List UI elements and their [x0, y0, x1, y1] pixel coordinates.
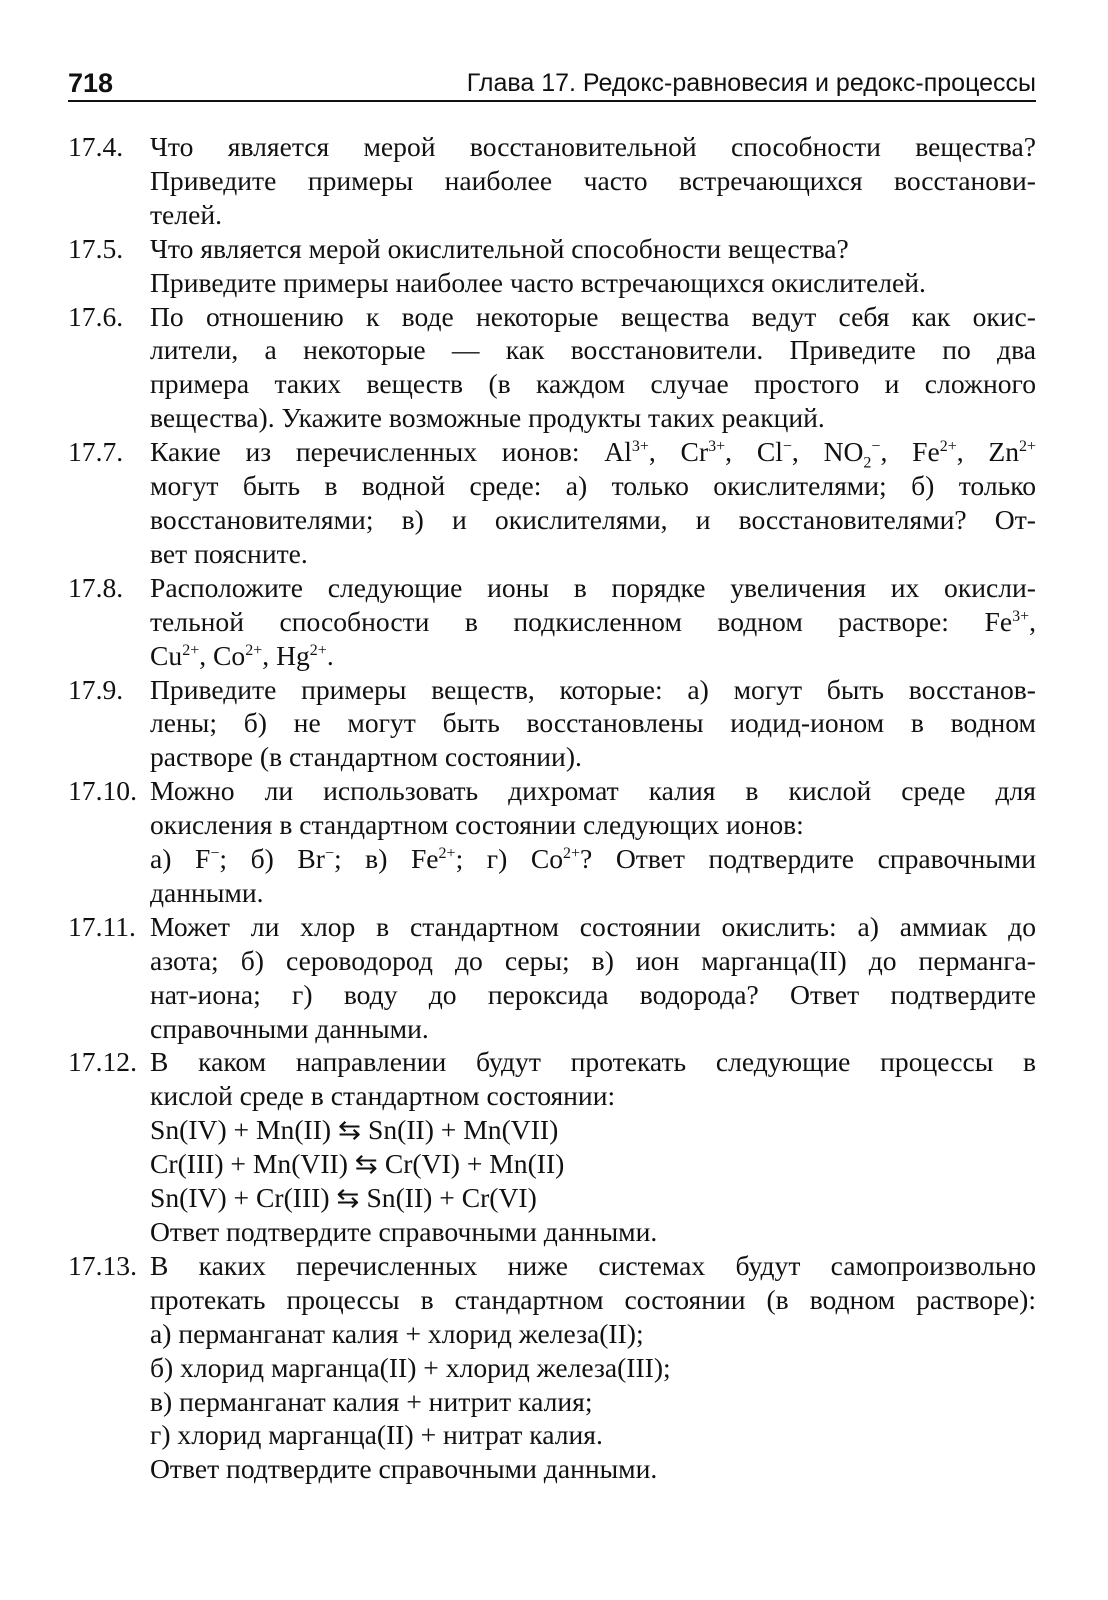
text-line: азота; б) сероводород до серы; в) ион марганца(II) до перманга-: [150, 944, 1036, 976]
text-fragment: ? Ответ подтвердите справочными: [580, 843, 1036, 875]
text-line: могут быть в водной среде: а) только окислителями; б) только: [150, 470, 1036, 502]
exercise-number: 17.10.: [68, 775, 137, 807]
text-line: В каких перечисленных ниже системах будут самопроизвольно: [150, 1249, 1036, 1281]
ion-formula: $Cu^{2+}$: [150, 639, 200, 671]
ion-formula: $Hg^{2+}$: [276, 639, 327, 671]
exercise-text: [150, 435, 1036, 571]
exercise-17-5: [68, 232, 1036, 300]
text-line: восстановителями; в) и окислителями, и восстановителями? От-: [150, 503, 1036, 535]
exercise-number: 17.8.: [68, 571, 124, 603]
exercise-list: [68, 130, 1036, 1486]
ion-formula: Br−: [297, 843, 334, 875]
text-line: Ответ подтвердите справочными данными.: [150, 1216, 658, 1247]
exercise-number: 17.12.: [68, 1046, 137, 1078]
exercise-17-7: [68, 435, 1036, 571]
text-line: В каком направлении будут протекать следующие процессы в: [150, 1046, 1036, 1078]
ion-formula: $Fe^{2+}$: [912, 436, 957, 468]
exercise-17-13: [68, 1249, 1036, 1486]
text-line: По отношению к воде некоторые вещества ведут себя как окис-: [150, 300, 1036, 332]
ion-formula: $Fe^{3+}$: [984, 605, 1030, 637]
option-line: б) хлорид марганца(II) + хлорид железа(III);: [150, 1351, 671, 1383]
exercise-number: 17.11.: [68, 910, 136, 942]
ion-formula: $Zn^{2+}$: [988, 436, 1037, 468]
page-header: [68, 58, 1036, 102]
exercise-text: [150, 774, 1036, 910]
exercise-text: [150, 300, 1036, 436]
ion-formula: $Co^{2+}$: [530, 843, 581, 875]
text-line: справочными данными.: [150, 1012, 429, 1044]
exercise-17-8: [68, 571, 1036, 673]
exercise-number: 17.9.: [68, 673, 124, 705]
text-line: протекать процессы в стандартном состоянии (в водном растворе):: [150, 1283, 1036, 1315]
exercise-number: 17.13.: [68, 1249, 137, 1281]
exercise-text: [150, 1249, 1036, 1486]
text-line: Расположите следующие ионы в порядке увеличения их окисли-: [150, 571, 1036, 603]
text-line: лены; б) не могут быть восстановлены иодид-ионом в водном: [150, 707, 1036, 739]
exercise-17-11: [68, 910, 1036, 1046]
text-line: вещества). Укажите возможные продукты таких реакций.: [150, 402, 825, 434]
exercise-17-10: [68, 774, 1036, 910]
text-line: телей.: [150, 198, 222, 230]
text-line: растворе (в стандартном состоянии).: [150, 741, 582, 773]
text-line: нат-иона; г) воду до пероксида водорода? Ответ подтвердите: [150, 978, 1036, 1010]
ion-formula: F−: [194, 843, 220, 875]
text-line: кислой среде в стандартном состоянии:: [150, 1080, 616, 1112]
text-line: Может ли хлор в стандартном состоянии окислить: а) аммиак до: [150, 910, 1036, 942]
exercise-number: 17.7.: [68, 436, 124, 468]
exercise-17-12: [68, 1045, 1036, 1248]
text-line: окисления в стандартном состоянии следующих ионов:: [150, 809, 804, 841]
equation-line: Cr(III) + Mn(VII) ⇆ Cr(VI) + Mn(II): [150, 1148, 565, 1180]
text-line: Какие из перечисленных ионов: $Al^{3+}$, $Cr^{3+}$, Cl−, $NO_2^-$, $Fe^{2+}$, $Zn^{2+}$: [150, 436, 1037, 472]
text-line: данными.: [150, 876, 264, 908]
ion-formula: $Co^{2+}$: [213, 639, 263, 671]
equation-line: Sn(IV) + Mn(II) ⇆ Sn(II) + Mn(VII): [150, 1114, 559, 1146]
exercise-number: 17.4.: [68, 131, 124, 162]
ion-formula: $Cr^{3+}$: [680, 436, 726, 468]
text-line: примера таких веществ (в каждом случае простого и сложного: [150, 368, 1036, 400]
exercise-text: [150, 232, 1036, 300]
text-line: Что является мерой восстановительной способности вещества?: [150, 131, 1036, 162]
text-line: а) F−; б) Br−; в) $Fe^{2+}$; г) $Co^{2+}$? Ответ подтвердите справочными: [150, 843, 1036, 875]
text-line: вет поясните.: [150, 537, 308, 569]
text-line: лители, а некоторые — как восстановители. Приведите по два: [150, 334, 1036, 366]
exercise-text: [150, 130, 1036, 232]
exercise-17-6: [68, 300, 1036, 436]
option-line: а) перманганат калия + хлорид железа(II);: [150, 1317, 644, 1349]
equation-line: Sn(IV) + Cr(III) ⇆ Sn(II) + Cr(VI): [150, 1182, 537, 1214]
exercise-text: [150, 673, 1036, 775]
text-line: тельной способности в подкисленном водном растворе: $Fe^{3+}$,: [150, 605, 1036, 637]
exercise-number: 17.6.: [68, 300, 124, 332]
text-line: Приведите примеры веществ, которые: а) могут быть восстанов-: [150, 673, 1036, 705]
exercise-number: 17.5.: [68, 232, 124, 264]
ion-formula: $Al^{3+}$: [604, 436, 649, 468]
text-line: $Cu^{2+}$, $Co^{2+}$, $Hg^{2+}$.: [150, 639, 334, 671]
option-line: г) хлорид марганца(II) + нитрат калия.: [150, 1419, 603, 1451]
page-number: 718: [68, 68, 114, 98]
exercise-17-4: [68, 130, 1036, 232]
ion-formula: $NO_2^-$: [823, 436, 881, 472]
book-page: [68, 58, 1036, 1486]
exercise-17-9: [68, 673, 1036, 775]
text-line: Приведите примеры наиболее часто встречающихся окислителей.: [150, 266, 926, 298]
ion-formula: Cl−: [756, 436, 792, 468]
exercise-text: [150, 571, 1036, 673]
option-line: в) перманганат калия + нитрит калия;: [150, 1385, 593, 1417]
text-line: Можно ли использовать дихромат калия в кислой среде для: [150, 775, 1036, 807]
text-line: Приведите примеры наиболее часто встречающихся восстанови-: [150, 164, 1036, 196]
text-fragment: тельной способности в подкисленном водном растворе:: [150, 605, 985, 637]
text-line: Ответ подтвердите справочными данными.: [150, 1453, 658, 1485]
ion-formula: $Fe^{2+}$: [410, 843, 456, 875]
exercise-text: [150, 1045, 1036, 1248]
exercise-text: [150, 910, 1036, 1046]
chapter-title: Глава 17. Редокс-равновесия и редокс-процессы: [466, 69, 1036, 97]
text-fragment: Какие из перечисленных ионов:: [150, 436, 605, 468]
text-line: Что является мерой окислительной способности вещества?: [150, 232, 849, 264]
